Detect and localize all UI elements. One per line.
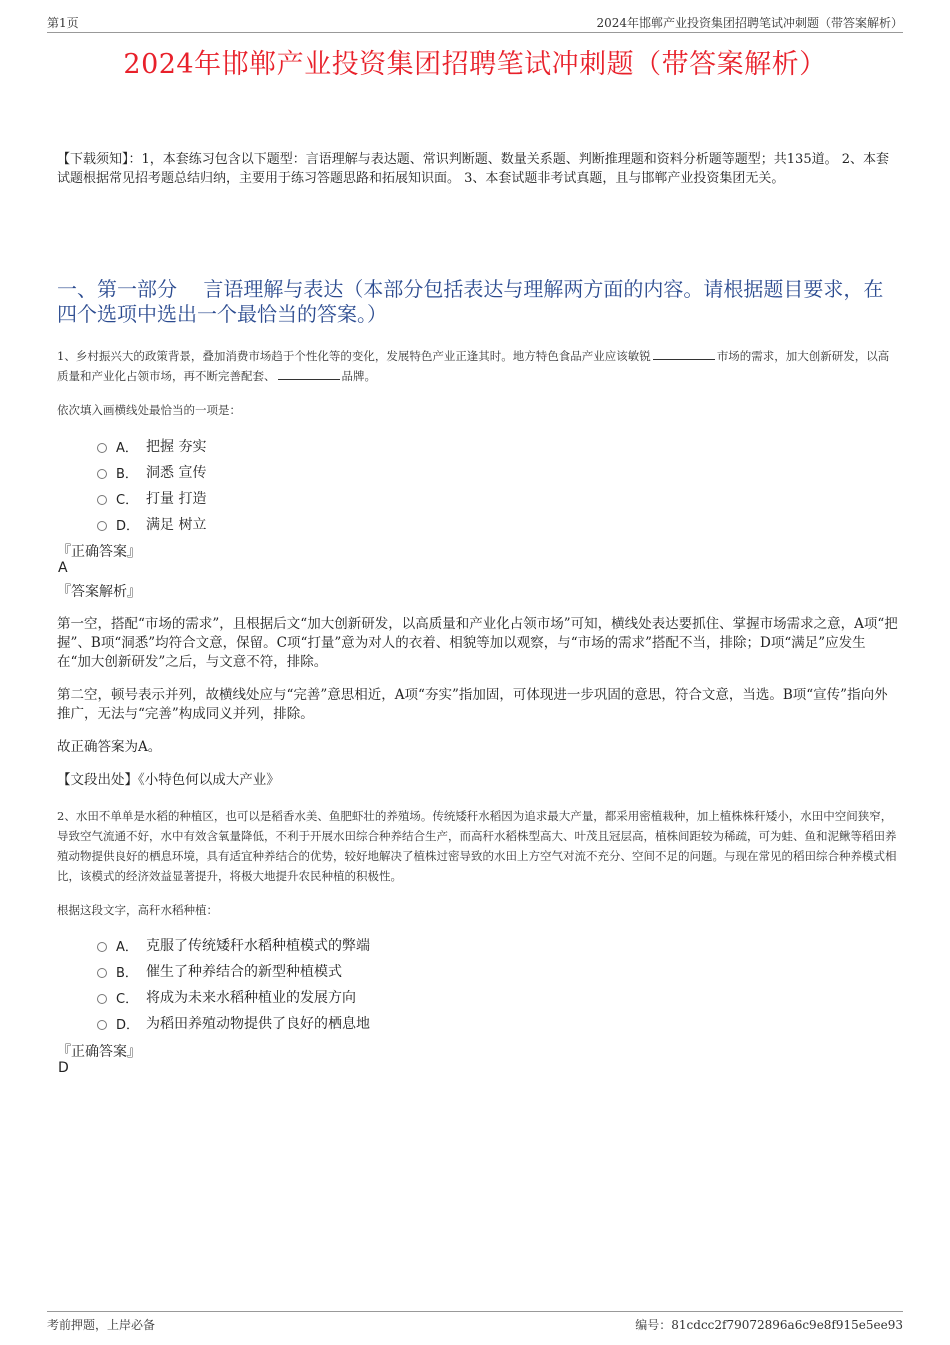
radio-icon[interactable] [97,942,107,952]
option-text: 克服了传统矮秆水稻种植模式的弊端 [146,938,370,954]
question-2-prompt: 根据这段文字，高秆水稻种植： [57,903,218,917]
download-notice: 【下载须知】：1，本套练习包含以下题型：言语理解与表达题、常识判断题、数量关系题、判断推理题和资料分析题等题型；共135道。 2、本套试题根据常见招考题总结归纳，主要用于练习答题思路和拓展知识面。 3、本套试题非考试真题，且与邯郸产业投资集团无关。 [57,152,889,186]
option-letter: C． [116,492,139,508]
option-d[interactable] [97,511,206,537]
option-letter: A． [116,440,138,456]
footer-slogan: 考前押题，上岸必备 [47,1318,156,1332]
option-c[interactable] [97,984,370,1010]
option-text: 将成为未来水稻种植业的发展方向 [146,990,356,1006]
option-b[interactable] [97,459,206,485]
option-text: 洞悉 宣传 [146,465,207,481]
option-text: 为稻田养殖动物提供了良好的栖息地 [146,1016,370,1032]
analysis-conclusion: 故正确答案为A。 [57,739,162,755]
radio-icon[interactable] [97,495,107,505]
option-letter: B． [116,466,138,482]
option-text: 把握 夯实 [146,439,207,455]
question-1-text-part-c: 品牌。 [341,369,376,383]
option-text: 满足 树立 [146,517,207,533]
analysis-paragraph-2: 第二空，顿号表示并列，故横线处应与“完善”意思相近，A项“夯实”指加固，可体现进一步巩固的意思，符合文意，当选。B项“宣传”指向外推广，无法与“完善”构成同义并列，排除。 [57,687,888,722]
option-text: 催生了种养结合的新型种植模式 [146,964,342,980]
correct-answer-label: 『正确答案』 [57,544,141,560]
radio-icon[interactable] [97,994,107,1004]
footer-code: 编号：81cdcc2f79072896a6c9e8f915e5ee93 [635,1318,903,1332]
analysis-label: 『答案解析』 [57,584,141,600]
section-title: 一、第一部分 言语理解与表达（本部分包括表达与理解两方面的内容。请根据题目要求，在四个选项中选出一个最恰当的答案。） [57,277,884,326]
correct-answer-label: 『正确答案』 [57,1044,141,1060]
option-text: 打量 打造 [146,491,207,507]
page-footer [47,1311,903,1336]
radio-icon[interactable] [97,469,107,479]
option-letter: B． [116,965,138,981]
radio-icon[interactable] [97,521,107,531]
option-c[interactable] [97,485,206,511]
fill-blank-2 [278,367,340,380]
question-1-options [97,433,206,537]
fill-blank-1 [653,347,715,360]
page-header [47,14,903,33]
analysis-paragraph-1: 第一空，搭配“市场的需求”，且根据后文“加大创新研发，以高质量和产业化占领市场”可知，横线处表达要抓住、掌握市场需求之意，A项“把握”、B项“洞悉”均符合文意，保留。C项“打量”意为对人的衣着、相貌等加以观察，与“市场的需求”搭配不当，排除；D项“满足”应发生在“加大创新研发”之后，与文意不符，排除。 [57,616,898,670]
document-title: 2024年邯郸产业投资集团招聘笔试冲刺题（带答案解析） [123,49,827,80]
option-a[interactable] [97,932,370,958]
question-1-prompt: 依次填入画横线处最恰当的一项是： [57,403,241,417]
header-doc-title: 2024年邯郸产业投资集团招聘笔试冲刺题（带答案解析） [596,16,903,30]
option-letter: A． [116,939,138,955]
question-1-text-part-b: 市场的需求，加大创新研发，以高质量和产业化占领市场，再不断完善配套、 [57,349,890,383]
radio-icon[interactable] [97,443,107,453]
option-b[interactable] [97,958,370,984]
question-2-text: 2、水田不单单是水稻的种植区，也可以是稻香水美、鱼肥虾壮的养殖场。传统矮秆水稻因为追求最大产量，都采用密植栽种，加上植株株秆矮小，水田中空间狭窄，导致空气流通不好，水中有效含氧量降低，不利于开展水田综合种养结合生产，而高秆水稻株型高大、叶茂且冠层高，植株间距较为稀疏，可为蛙、鱼和泥鳅等稻田养殖动物提供良好的栖息环境，具有适宜种养结合的优势，较好地解决了植株过密导致的水田上方空气对流不充分、空间不足的问题。与现在常见的稻田综合种养模式相比，该模式的经济效益显著提升，将极大地提升农民种植的积极性。 [57,809,897,883]
text-source: 【文段出处】《小特色何以成大产业》 [57,772,280,788]
radio-icon[interactable] [97,1020,107,1030]
radio-icon[interactable] [97,968,107,978]
question-2-options [97,932,370,1036]
option-a[interactable] [97,433,206,459]
option-letter: D． [116,1017,140,1033]
option-d[interactable] [97,1010,370,1036]
option-letter: D． [116,518,140,534]
question-1-text [57,346,898,386]
page-number: 第1页 [47,16,79,30]
correct-answer: A [58,560,68,576]
question-1-text-part-a: 1、乡村振兴大的政策背景，叠加消费市场趋于个性化等的变化，发展特色产业正逢其时。地方特色食品产业应该敏锐 [57,349,651,363]
option-letter: C． [116,991,139,1007]
correct-answer: D [58,1060,69,1076]
